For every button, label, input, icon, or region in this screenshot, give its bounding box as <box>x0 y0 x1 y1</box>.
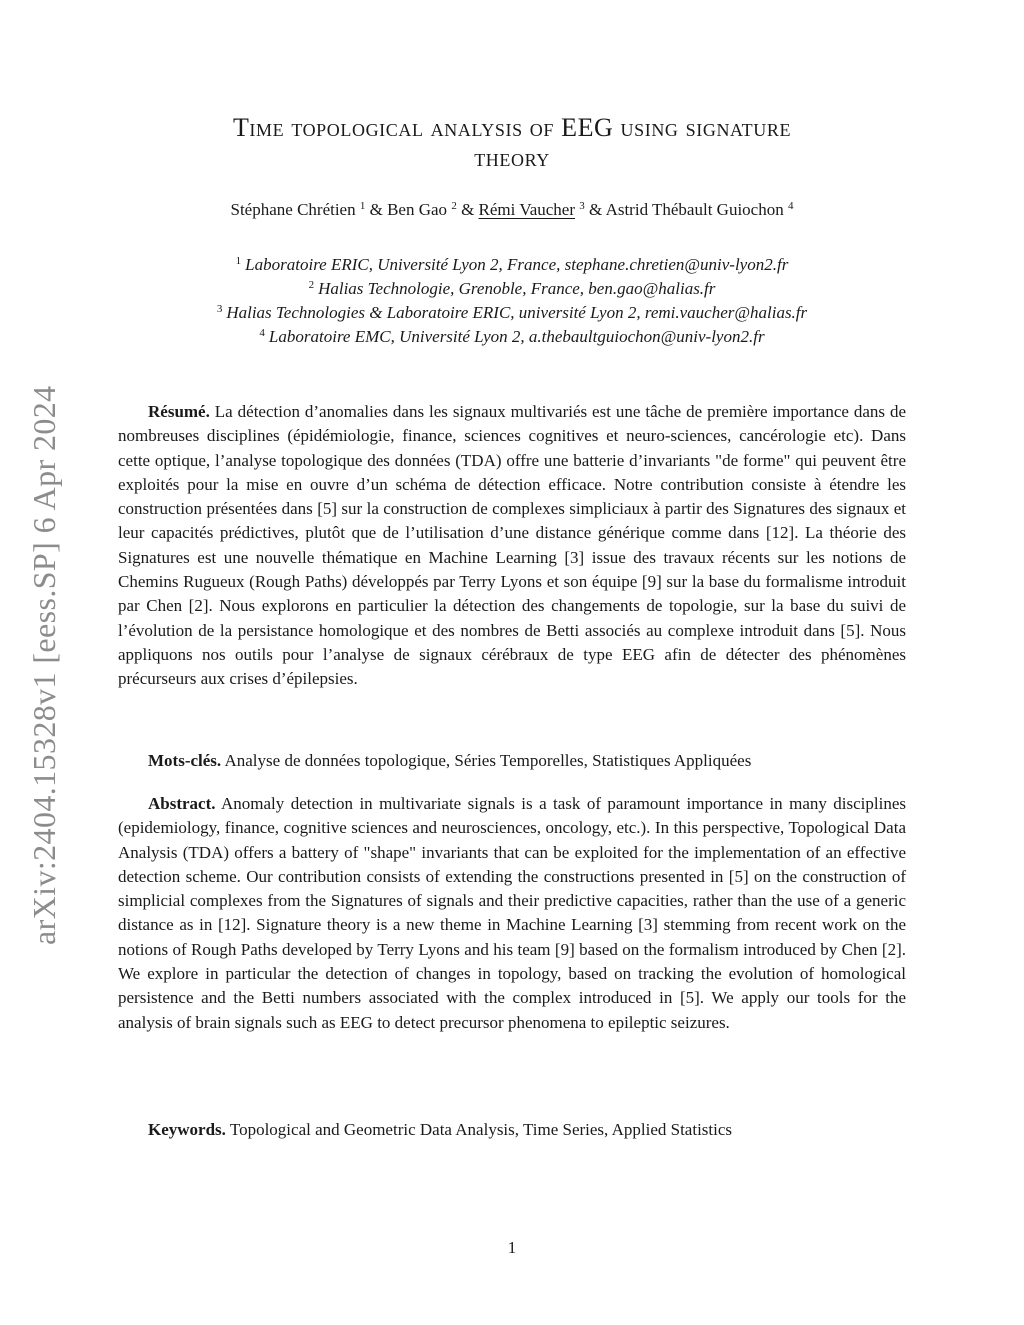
affiliation-marker: 3 <box>216 303 223 315</box>
author-affiliation-marker: 3 <box>579 200 585 212</box>
keywords-text: Topological and Geometric Data Analysis, Time Series, Applied Statistics <box>229 1120 733 1139</box>
author-name: Ben Gao <box>387 200 448 219</box>
resume-heading: Résumé. <box>148 402 210 421</box>
affiliation-marker: 2 <box>308 279 315 291</box>
mots-cles-paragraph <box>118 749 906 773</box>
author-affiliation-marker: 1 <box>359 200 366 212</box>
title-line-1: Time topological analysis of EEG using signature <box>232 113 792 142</box>
paper-title <box>100 113 924 173</box>
author-list <box>100 199 924 221</box>
mots-cles-text: Analyse de données topologique, Séries Temporelles, Statistiques Appliquées <box>224 751 752 770</box>
author-separator: & <box>461 200 475 219</box>
page-number: 1 <box>507 1238 517 1257</box>
affiliation-line <box>100 277 924 301</box>
author-affiliation-marker: 2 <box>451 200 457 212</box>
affiliation-marker: 4 <box>259 327 265 339</box>
resume-paragraph <box>118 400 906 692</box>
author-affiliation-marker: 4 <box>787 200 794 212</box>
abstract-text: Anomaly detection in multivariate signals is a task of paramount importance in many disciplines (epidemiology, finance, cognitive sciences and neurosciences, oncology, etc.). In this perspective, Topological Data Analysis (TDA) offers a battery of "shape" invariants that can be exploited for the implementation of an effective detection scheme. Our contribution consists of extending the constructions presented in [5] on the construction of simplicial complexes from the Signatures of signals and their predictive capacities, rather than the use of a generic distance as in [12]. Signature theory is a new theme in Machine Learning [3] stemming from recent work on the notions of Rough Paths developed by Terry Lyons and his team [9] based on the formalism introduced by Chen [2]. We explore in particular the detection of changes in topology, based on tracking the evolution of homological persistence and the Betti numbers associated with the complex introduced in [5]. We apply our tools for the analysis of brain signals such as EEG to detect precursor phenomena to epileptic seizures. <box>118 794 907 1032</box>
author-separator: & <box>589 200 603 219</box>
keywords-heading: Keywords. <box>148 1120 226 1139</box>
affiliation-marker: 1 <box>235 255 242 267</box>
affiliation-list <box>100 253 924 349</box>
affiliation-text: Laboratoire EMC, Université Lyon 2, a.thebaultguiochon@univ-lyon2.fr <box>268 327 765 346</box>
arxiv-identifier-stamp: arXiv:2404.15328v1 [eess.SP] 6 Apr 2024 <box>26 385 62 945</box>
mots-cles-heading: Mots-clés. <box>148 751 222 770</box>
affiliation-line <box>100 301 924 325</box>
affiliation-text: Laboratoire ERIC, Université Lyon 2, France, stephane.chretien@univ-lyon2.fr <box>245 255 789 274</box>
abstract-heading: Abstract. <box>148 794 216 813</box>
affiliation-text: Halias Technologies & Laboratoire ERIC, université Lyon 2, remi.vaucher@halias.fr <box>226 303 808 322</box>
author-name: Stéphane Chrétien <box>230 200 356 219</box>
affiliation-line <box>100 253 924 277</box>
abstract-paragraph <box>118 792 906 1035</box>
resume-text: La détection d’anomalies dans les signaux multivariés est une tâche de première importance dans de nombreuses disciplines (épidémiologie, finance, sciences cognitives et neuro-sciences, cancérologie etc). Dans cette optique, l’analyse topologique des données (TDA) offre une batterie d’invariants "de forme" qui peuvent être exploités pour la mise en ouvre d’un schéma de détection efficace. Notre contribution consiste à étendre les construction présentées dans [5] sur la construction de complexes simpliciaux à partir des Signatures des signaux et leur capacités prédictives, plutôt que de l’utilisation d’une distance générique comme dans [12]. La théorie des Signatures est une nouvelle thématique en Machine Learning [3] issue des travaux récents sur les notions de Chemins Rugueux (Rough Paths) développés par Terry Lyons et son équipe [9] sur la base du formalisme introduit par Chen [2]. Nous explorons en particulier la détection des changements de topologie, sur la base du suivi de l’évolution de la persistance homologique et des nombres de Betti associés au complexe introduit dans [5]. Nous appliquons nos outils pour l’analyse de signaux cérébraux de type EEG afin de détecter des phénomènes précurseurs aux crises d’épilepsies. <box>118 402 906 689</box>
title-line-2: theory <box>474 143 550 172</box>
author-separator: & <box>369 200 383 219</box>
affiliation-line <box>100 325 924 349</box>
author-name: Astrid Thébault Guiochon <box>605 200 784 219</box>
affiliation-text: Halias Technologie, Grenoble, France, ben.gao@halias.fr <box>318 279 716 298</box>
author-name-presenting: Rémi Vaucher <box>478 200 576 219</box>
keywords-paragraph <box>118 1118 906 1142</box>
